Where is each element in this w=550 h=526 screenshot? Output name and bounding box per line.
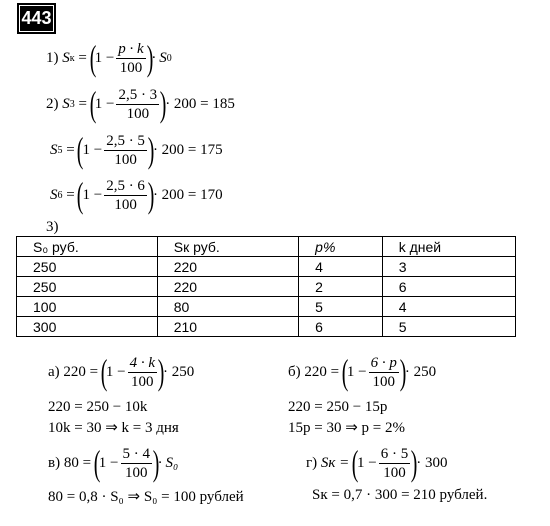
table-cell: 250 [17,277,158,297]
solution-a-tail: · 250 [163,363,195,380]
solution-g-line2: Sк = 0,7 · 300 = 210 рублей. [312,487,488,503]
table-cell: 300 [17,317,158,337]
solution-g-tail: · 300 [416,454,448,471]
solution-v-den: 100 [125,464,148,481]
part2-row1-num: 2,5 · 5 [106,132,145,149]
table-header: Sк руб. [157,237,298,257]
solution-b-formula: б) 220 = ( 1 − $\frac{6 \cdot p}{100}$ ) · 250 [288,352,437,392]
solution-a-line3: 10k = 30 ⇒ k = 3 дня [48,420,179,436]
table-cell: 5 [382,317,515,337]
part2-row1-sub: 5 [57,144,63,156]
part2-row2-num: 2,5 · 6 [106,177,145,194]
task-number-badge: 443 [20,6,53,31]
table-row [17,257,516,277]
solution-v-formula: в) 80 = ( 1 − $\frac{5 \cdot 4}{100}$ ) · S₀ [48,443,179,483]
solution-g-lhs: Sк = [320,454,350,471]
part1-tail-sub: 0 [166,52,172,64]
part2-row0-num: 2,5 · 3 [118,86,158,103]
table-row [17,297,516,317]
part2-row0-sub: 3 [69,98,75,110]
data-table [16,236,516,337]
solution-g-formula: г) Sк = ( 1 − $\frac{6 \cdot 5}{100}$ ) · 300 [306,443,448,483]
solution-v-lhs: 80 = [63,454,92,471]
solution-g-label: г) [306,454,318,471]
table-cell: 3 [382,257,515,277]
part2-row2-sub: 6 [57,189,63,201]
table-cell: 80 [157,297,298,317]
solution-b-num: 6 · p [370,354,397,371]
solution-b-tail: · 250 [404,363,437,380]
table-cell: 210 [157,317,298,337]
solution-b-line2: 220 = 250 − 15p [288,399,388,415]
part2-row1-den: 100 [114,151,137,168]
part2-row0-den: 100 [126,105,150,122]
solution-a-label: а) [48,363,60,380]
solution-a-formula: а) 220 = ( 1 − $\frac{4 \cdot k}{100}$ ) · 250 [48,352,195,392]
part2-row2-den: 100 [114,196,137,213]
part1-one-minus: 1 − [94,49,115,66]
table-row [17,277,516,297]
table-cell: 6 [382,277,515,297]
solution-v-label: в) [48,454,61,471]
table-header: k дней [382,237,515,257]
solution-a-num: 4 · k [129,354,156,371]
table-row [17,317,516,337]
table-cell: 250 [17,257,158,277]
table-cell: 220 [157,257,298,277]
solution-v-num: 5 · 4 [122,445,151,462]
table-cell: 4 [299,257,383,277]
part3-label: 3) [46,219,59,235]
solution-v-line2: 80 = 0,8 · S₀ ⇒ S₀ = 100 рублей [48,489,244,505]
table-cell: 5 [299,297,383,317]
table-cell: 2 [299,277,383,297]
solution-b-den: 100 [372,373,395,390]
table-cell: 220 [157,277,298,297]
solution-g-den: 100 [383,464,406,481]
solution-a-lhs: 220 = [63,363,99,380]
part1-den: 100 [119,59,143,76]
solution-g-num: 6 · 5 [380,445,409,462]
table-cell: 100 [17,297,158,317]
formula-part2-s3: 2) S 3 = ( 1 − $\frac{2,5 \cdot 3}{100}$ ) · 200 = 185 [46,84,235,124]
solution-b-label: б) [288,363,301,380]
table-header: p% [299,237,383,257]
part1-lhs: S [62,49,70,66]
formula-part2-s6: S 6 = ( 1 − $\frac{2,5 \cdot 6}{100}$ ) · 200 = 170 [50,175,223,215]
part1-label: 1) [46,49,59,66]
solution-v-tail: · S₀ [158,454,179,471]
part1-tail: · S [151,49,167,66]
part2-row1-tail: · 200 = 175 [152,141,223,158]
solution-b-lhs: 220 = [304,363,340,380]
solution-b-line3: 15p = 30 ⇒ p = 2% [288,420,405,436]
table-cell: 4 [382,297,515,317]
formula-part1: 1) S к = ( 1 − $\frac{p \cdot k}{100}$ ) · S 0 [46,38,172,78]
solution-a-line2: 220 = 250 − 10k [48,399,148,415]
solution-a-den: 100 [131,373,154,390]
part1-num: p · k [118,40,144,57]
table-cell: 6 [299,317,383,337]
part2-row2-tail: · 200 = 170 [152,186,223,203]
formula-part2-s5: S 5 = ( 1 − $\frac{2,5 \cdot 5}{100}$ ) · 200 = 175 [50,130,223,170]
table-header: S₀ руб. [17,237,158,257]
part2-row0-tail: · 200 = 185 [165,95,235,112]
part1-lhs-sub: к [69,52,75,64]
part2-label: 2) [46,95,59,112]
table-header-row [17,237,516,257]
